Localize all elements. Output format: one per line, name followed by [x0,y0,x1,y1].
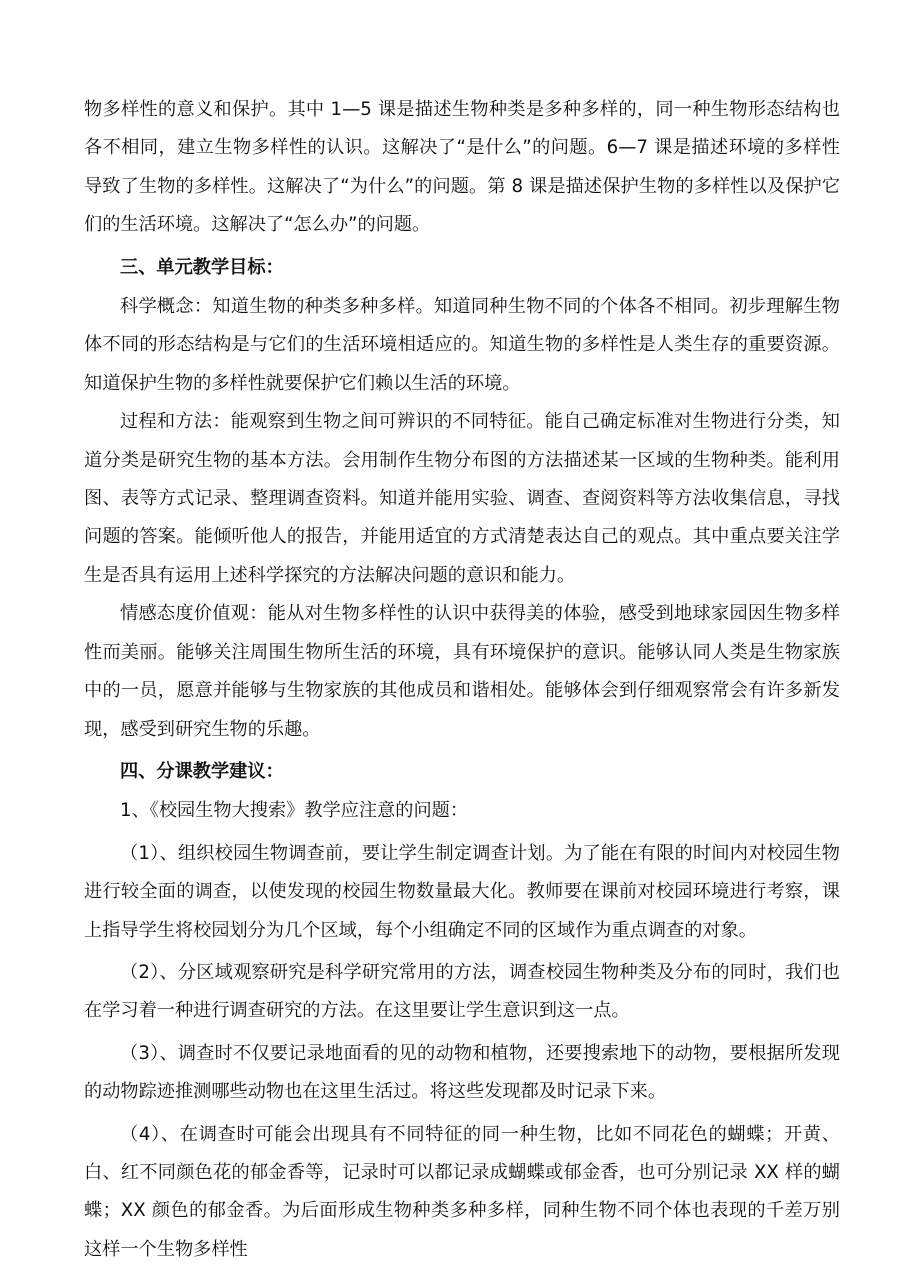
heading-unit-teaching-goals: 三、单元教学目标： [120,256,284,278]
lesson-1-title: 1、《校园生物大搜索》教学应注意的问题： [120,800,469,822]
document-body [84,91,840,1269]
paragraph-biodiversity-overview: 物多样性的意义和保护。其中 1—5 课是描述生物种类是多种多样的，同一种生物形态结构也各不相同，建立生物多样性的认识。这解决了“是什么”的问题。6—7 课是描述环境的多样性导致了生物的多样性。这解决了“为什么”的问题。第 8 课是描述保护生物的多样性以及保护它们的生活环境。这解决了“怎么办”的问题。 [84,99,840,236]
lesson-1-point-4: （4）、在调查时可能会出现具有不同特征的同一种生物，比如不同花色的蝴蝶；开黄、白、红不同颜色花的郁金香等，记录时可以都记录成蝴蝶或郁金香，也可分别记录 XX 样的蝴蝶；XX 颜色的郁金香。为后面形成生物种类多种多样，同种生物不同个体也表现的千差万别这样一个生物多样性 [84,1123,840,1260]
lesson-1-point-1: （1）、组织校园生物调查前，要让学生制定调查计划。为了能在有限的时间内对校园生物进行较全面的调查，以使发现的校园生物数量最大化。教师要在课前对校园环境进行考察，课上指导学生将校园划分为几个区域，每个小组确定不同的区域作为重点调查的对象。 [84,842,840,941]
lesson-1-point-2: （2）、分区域观察研究是科学研究常用的方法，调查校园生物种类及分布的同时，我们也在学习着一种进行调查研究的方法。在这里要让学生意识到这一点。 [84,961,840,1022]
paragraph-emotional-attitude-values: 情感态度价值观：能从对生物多样性的认识中获得美的体验，感受到地球家园因生物多样性而美丽。能够关注周围生物所生活的环境，具有环境保护的意识。能够认同人类是生物家族中的一员，愿意并能够与生物家族的其他成员和谐相处。能够体会到仔细观察常会有许多新发现，感受到研究生物的乐趣。 [84,603,840,740]
paragraph-process-and-methods: 过程和方法：能观察到生物之间可辨识的不同特征。能自己确定标准对生物进行分类，知道分类是研究生物的基本方法。会用制作生物分布图的方法描述某一区域的生物种类。能利用图、表等方式记录、整理调查资料。知道并能用实验、调查、查阅资料等方法收集信息，寻找问题的答案。能倾听他人的报告，并能用适宜的方式清楚表达自己的观点。其中重点要关注学生是否具有运用上述科学探究的方法解决问题的意识和能力。 [84,411,840,586]
lesson-1-point-3: （3）、调查时不仅要记录地面看的见的动物和植物，还要搜索地下的动物，要根据所发现的动物踪迹推测哪些动物也在这里生活过。将这些发现都及时记录下来。 [84,1042,840,1103]
heading-lesson-suggestions: 四、分课教学建议： [120,760,284,782]
paragraph-science-concepts: 科学概念：知道生物的种类多种多样。知道同种生物不同的个体各不相同。初步理解生物体不同的形态结构是与它们的生活环境相适应的。知道生物的多样性是人类生存的重要资源。知道保护生物的多样性就要保护它们赖以生活的环境。 [84,296,840,394]
